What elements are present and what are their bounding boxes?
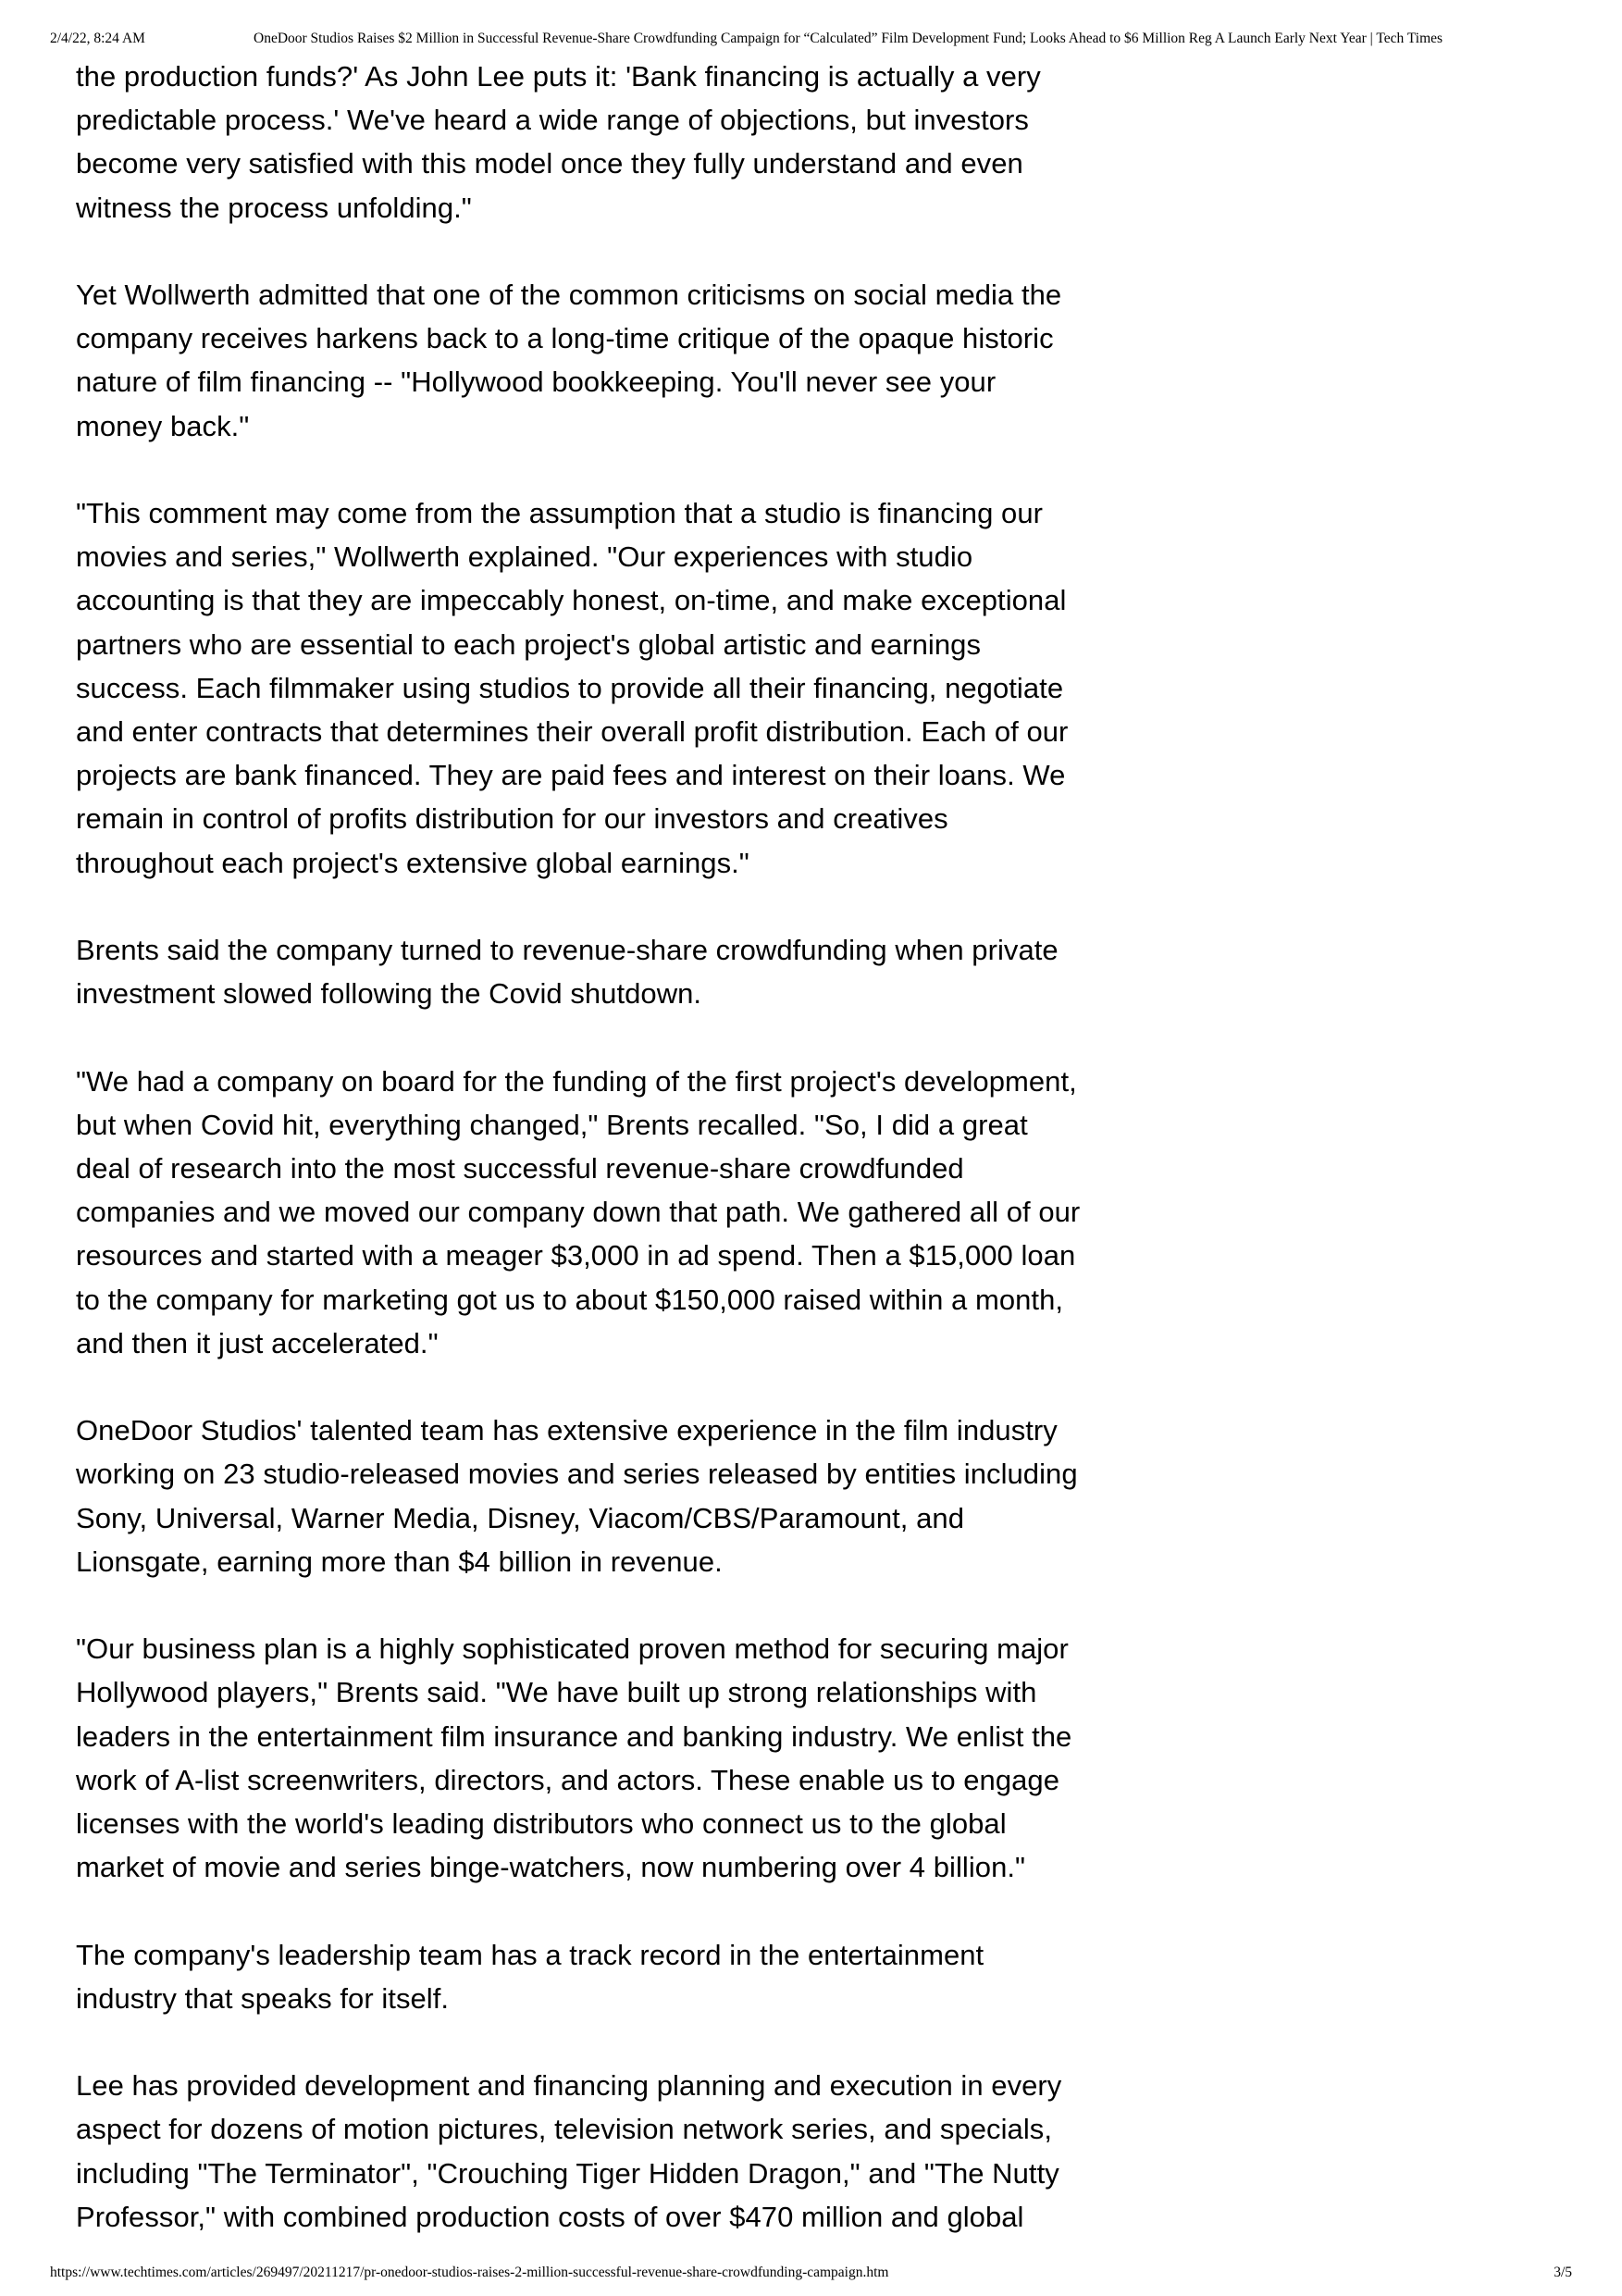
print-datetime: 2/4/22, 8:24 AM: [50, 31, 145, 46]
paragraph-line: investment slowed following the Covid shutdown.: [76, 977, 702, 1011]
paragraph-line: company receives harkens back to a long-time critique of the opaque historic: [76, 322, 1054, 355]
paragraph-line: work of A-list screenwriters, directors, and actors. These enable us to engage: [76, 1763, 1060, 1796]
paragraph-line: Lionsgate, earning more than $4 billion in revenue.: [76, 1545, 723, 1578]
paragraph-line: witness the process unfolding.": [76, 191, 472, 224]
article-paragraph: [76, 1060, 1081, 1365]
paragraph-line: money back.": [76, 409, 250, 442]
paragraph-line: and then it just accelerated.": [76, 1326, 439, 1359]
paragraph-line: leaders in the entertainment film insurance and banking industry. We enlist the: [76, 1719, 1072, 1753]
paragraph-line: including "The Terminator", "Crouching Tiger Hidden Dragon," and "The Nutty: [76, 2156, 1059, 2190]
paragraph-line: The company's leadership team has a track record in the entertainment: [76, 1938, 984, 1971]
article-paragraph: [76, 928, 1075, 1015]
paragraph-line: but when Covid hit, everything changed," Brents recalled. "So, I did a great: [76, 1108, 1028, 1141]
paragraph-line: to the company for marketing got us to about $150,000 raised within a month,: [76, 1283, 1064, 1316]
paragraph-line: movies and series," Wollwerth explained. "Our experiences with studio: [76, 540, 973, 574]
paragraph-line: Hollywood players," Brents said. "We have built up strong relationships with: [76, 1676, 1037, 1709]
paragraph-line: deal of research into the most successful revenue-share crowdfunded: [76, 1152, 964, 1185]
article-body: [76, 55, 1081, 2282]
paragraph-line: licenses with the world's leading distributors who connect us to the global: [76, 1807, 1007, 1841]
paragraph-line: Yet Wollwerth admitted that one of the common criticisms on social media the: [76, 279, 1062, 311]
article-paragraph: [76, 1409, 1078, 1583]
paragraph-line: Sony, Universal, Warner Media, Disney, Viacom/CBS/Paramount, and: [76, 1501, 965, 1534]
paragraph-line: accounting is that they are impeccably honest, on-time, and make exceptional: [76, 584, 1067, 617]
paragraph-line: Professor," with combined production costs of over $470 million and global: [76, 2200, 1024, 2233]
paragraph-line: throughout each project's extensive global earnings.": [76, 846, 749, 879]
paragraph-line: industry that speaks for itself.: [76, 1981, 450, 2015]
paragraph-line: aspect for dozens of motion pictures, television network series, and specials,: [76, 2113, 1052, 2146]
article-paragraph: [76, 1627, 1075, 1889]
paragraph-line: "Our business plan is a highly sophisticated proven method for securing major: [76, 1632, 1069, 1666]
paragraph-line: Lee has provided development and financing planning and execution in every: [76, 2069, 1062, 2103]
paragraph-line: remain in control of profits distribution for our investors and creatives: [76, 802, 948, 836]
paragraph-line: predictable process.' We've heard a wide range of objections, but investors: [76, 104, 1029, 137]
paragraph-line: nature of film financing -- "Hollywood bookkeeping. You'll never see your: [76, 366, 997, 399]
paragraph-line: OneDoor Studios' talented team has extensive experience in the film industry: [76, 1414, 1058, 1447]
paragraph-line: become very satisfied with this model once they fully understand and even: [76, 147, 1023, 180]
paragraph-line: and enter contracts that determines their overall profit distribution. Each of our: [76, 715, 1069, 749]
print-footer: [50, 2262, 1572, 2284]
paragraph-line: success. Each filmmaker using studios to provide all their financing, negotiate: [76, 671, 1064, 704]
paragraph-line: projects are bank financed. They are paid fees and interest on their loans. We: [76, 759, 1066, 792]
print-header: [50, 28, 1572, 50]
paragraph-line: the production funds?' As John Lee puts it: 'Bank financing is actually a very: [76, 60, 1041, 93]
paragraph-line: "We had a company on board for the funding of the first project's development,: [76, 1064, 1077, 1098]
article-paragraph: [76, 1933, 1075, 2020]
article-paragraph: [76, 55, 1075, 230]
paragraph-line: "This comment may come from the assumption that a studio is financing our: [76, 497, 1043, 529]
paragraph-line: market of movie and series binge-watchers, now numbering over 4 billion.": [76, 1851, 1026, 1884]
paragraph-line: resources and started with a meager $3,000 in ad spend. Then a $15,000 loan: [76, 1239, 1076, 1272]
article-paragraph: [76, 2064, 1075, 2239]
article-paragraph: [76, 491, 1075, 885]
print-page-number: 3/5: [1554, 2265, 1572, 2280]
print-page-title: OneDoor Studios Raises $2 Million in Successful Revenue-Share Crowdfunding Campaign for “Calculated” Film Development Fund; Looks Ahead to $6 Million Reg A Launch Early Next Year | Tech Times: [254, 31, 1443, 46]
print-page-url: https://www.techtimes.com/articles/269497/20211217/pr-onedoor-studios-raises-2-million-successful-revenue-share-crowdfunding-campaign.htm: [50, 2265, 889, 2280]
paragraph-line: companies and we moved our company down that path. We gathered all of our: [76, 1196, 1081, 1229]
paragraph-line: partners who are essential to each project's global artistic and earnings: [76, 627, 981, 661]
article-paragraph: [76, 273, 1075, 448]
paragraph-line: working on 23 studio-released movies and series released by entities including: [76, 1458, 1078, 1491]
paragraph-line: Brents said the company turned to revenue-share crowdfunding when private: [76, 934, 1059, 967]
